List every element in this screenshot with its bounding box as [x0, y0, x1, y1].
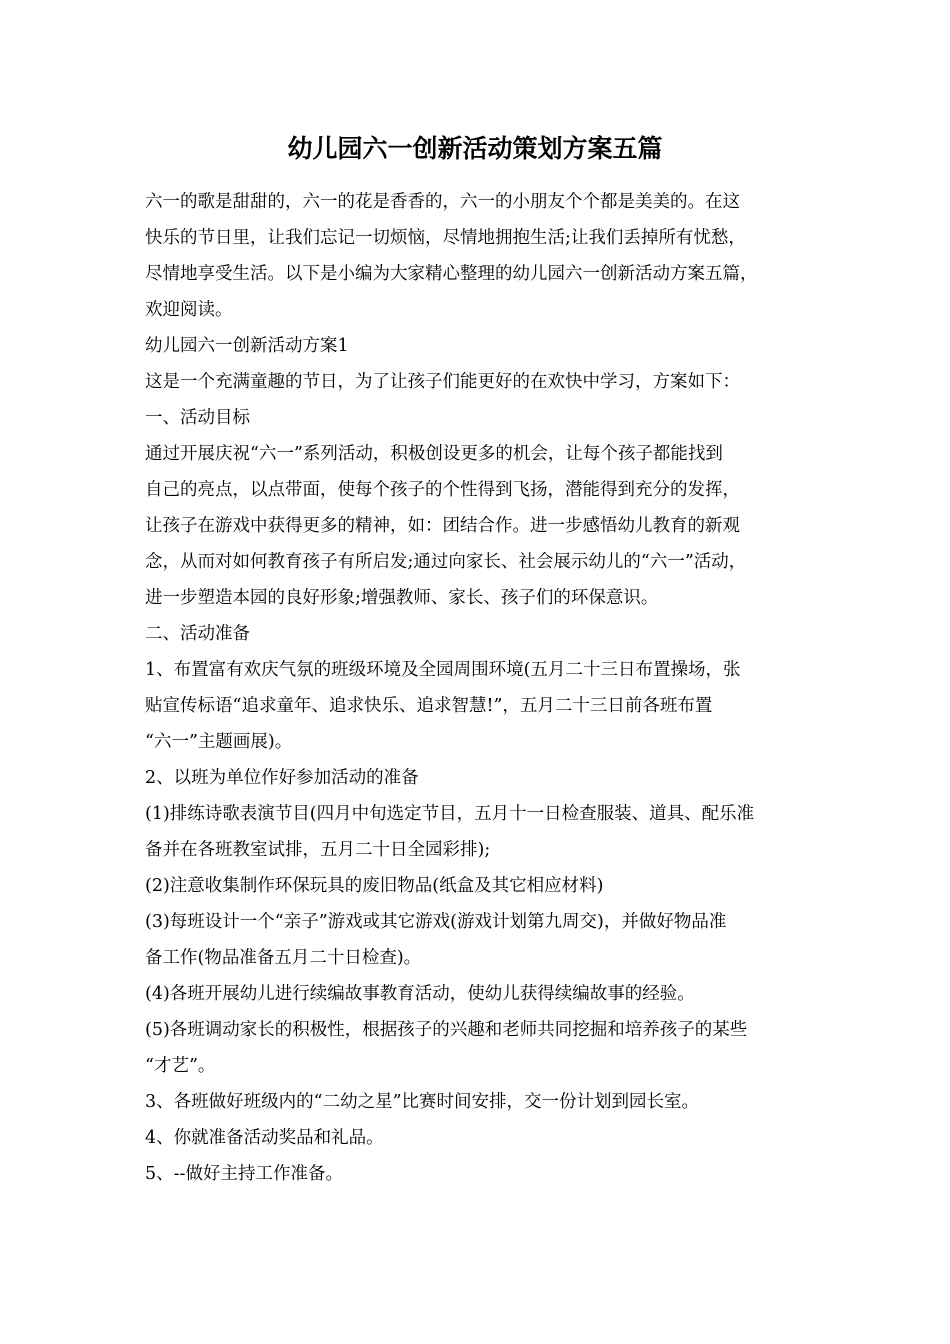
text-line: 贴宣传标语“追求童年、追求快乐、追求智慧!”，五月二十三日前各班布置: [145, 696, 713, 716]
text-line: 2、以班为单位作好参加活动的准备: [145, 768, 419, 788]
text-line: (2)注意收集制作环保玩具的废旧物品(纸盒及其它相应材料): [145, 876, 604, 896]
text-line: 备并在各班教室试排，五月二十日全园彩排);: [145, 840, 491, 860]
text-line: (4)各班开展幼儿进行续编故事教育活动，使幼儿获得续编故事的经验。: [145, 984, 695, 1004]
text-line: 让孩子在游戏中获得更多的精神，如：团结合作。进一步感悟幼儿教育的新观: [145, 516, 740, 536]
text-line: (3)每班设计一个“亲子”游戏或其它游戏(游戏计划第九周交)，并做好物品准: [145, 912, 727, 932]
section-heading: 二、活动准备: [145, 624, 250, 644]
text-line: 3、各班做好班级内的“二幼之星”比赛时间安排，交一份计划到园长室。: [145, 1092, 700, 1112]
text-line: 自己的亮点，以点带面，使每个孩子的个性得到飞扬，潜能得到充分的发挥，: [145, 480, 740, 500]
text-line: 快乐的节日里，让我们忘记一切烦恼，尽情地拥抱生活;让我们丢掉所有忧愁，: [145, 228, 746, 248]
text-line: 5、--做好主持工作准备。: [145, 1164, 343, 1184]
text-line: 1、布置富有欢庆气氛的班级环境及全园周围环境(五月二十三日布置操场，张: [145, 660, 741, 680]
document-body: [145, 184, 825, 1192]
text-line: 欢迎阅读。: [145, 300, 233, 320]
text-line: (1)排练诗歌表演节目(四月中旬选定节目，五月十一日检查服装、道具、配乐准: [145, 804, 755, 824]
section-heading: 一、活动目标: [145, 408, 250, 428]
text-line: 进一步塑造本园的良好形象;增强教师、家长、孩子们的环保意识。: [145, 588, 659, 608]
section-heading: 幼儿园六一创新活动方案1: [145, 336, 349, 356]
text-line: 这是一个充满童趣的节日，为了让孩子们能更好的在欢快中学习，方案如下：: [145, 372, 740, 392]
text-line: (5)各班调动家长的积极性，根据孩子的兴趣和老师共同挖掘和培养孩子的某些: [145, 1020, 748, 1040]
document-title: 幼儿园六一创新活动策划方案五篇: [287, 134, 663, 163]
text-line: “才艺”。: [145, 1056, 216, 1076]
text-line: 六一的歌是甜甜的，六一的花是香香的，六一的小朋友个个都是美美的。在这: [145, 192, 740, 212]
text-line: 尽情地享受生活。以下是小编为大家精心整理的幼儿园六一创新活动方案五篇，: [145, 264, 758, 284]
text-line: 念，从而对如何教育孩子有所启发;通过向家长、社会展示幼儿的“六一”活动，: [145, 552, 747, 572]
text-line: 通过开展庆祝“六一”系列活动，积极创设更多的机会，让每个孩子都能找到: [145, 444, 723, 464]
text-line: 备工作(物品准备五月二十日检查)。: [145, 948, 422, 968]
text-line: “六一”主题画展)。: [145, 732, 293, 752]
text-line: 4、你就准备活动奖品和礼品。: [145, 1128, 384, 1148]
